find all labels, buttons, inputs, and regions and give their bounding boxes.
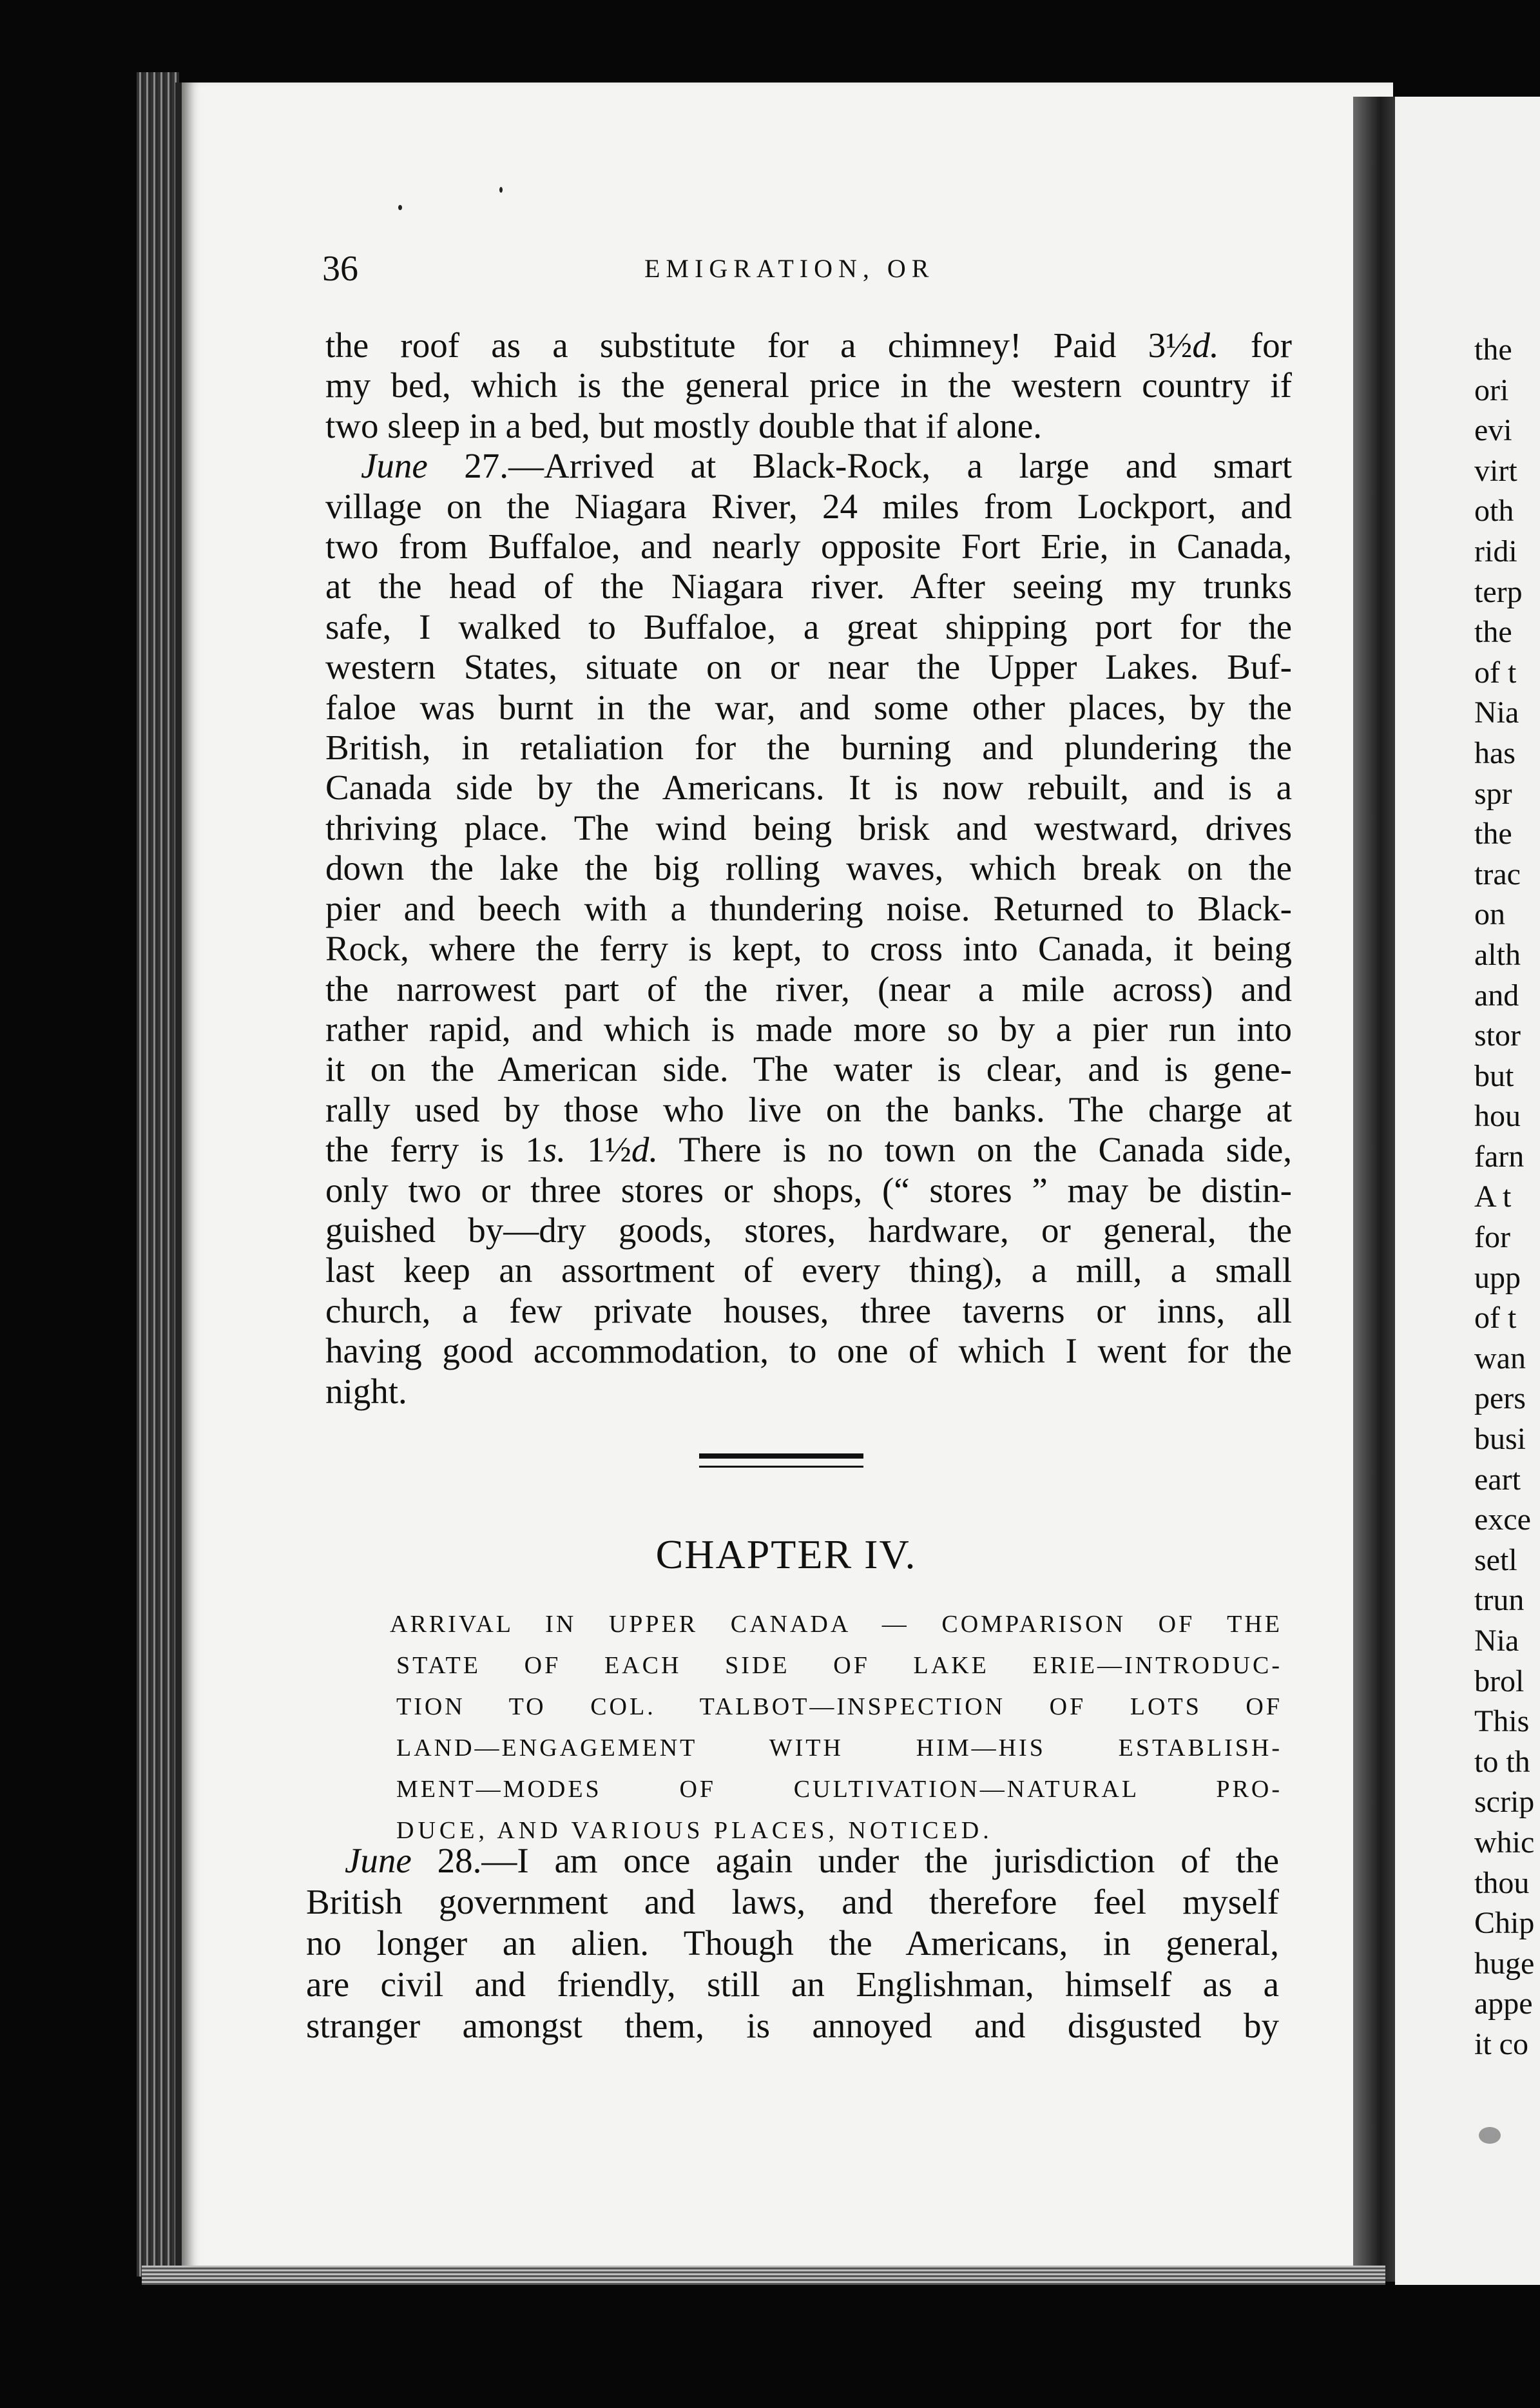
facing-page-fragment: busi [1474, 1422, 1526, 1457]
ink-speck [398, 205, 402, 210]
facing-page-fragment: ori [1474, 373, 1509, 407]
text-line: last keep an assortment of every thing), a mill, a small [325, 1250, 1292, 1290]
facing-page-fragment: ridi [1474, 534, 1517, 568]
text-line: having good accommodation, to one of which I went for the [325, 1331, 1292, 1371]
running-head [322, 248, 1289, 287]
facing-page-fragment: alth [1474, 937, 1521, 972]
facing-page-fragment: A t [1474, 1180, 1512, 1214]
facing-page-fragment: appe [1474, 1986, 1533, 2021]
facing-page-fragment: on [1474, 897, 1505, 932]
facing-page-fragment: brol [1474, 1664, 1525, 1698]
facing-page-fragment: farn [1474, 1139, 1525, 1174]
text-line: it on the American side. The water is clear, and is gene- [325, 1049, 1292, 1089]
facing-page-fragment: the [1474, 333, 1512, 367]
facing-page-fragment: but [1474, 1058, 1514, 1093]
facing-page-fragment: the [1474, 817, 1512, 851]
facing-page-fragment: virt [1474, 453, 1517, 488]
text-line: rally used by those who live on the banks. The charge at [325, 1089, 1292, 1129]
page-number: 36 [322, 249, 358, 289]
text-line: the ferry is 1s. 1½d. There is no town on the Canada side, [325, 1130, 1292, 1170]
facing-page-fragment: setl [1474, 1542, 1517, 1577]
facing-page-fragment: huge [1474, 1946, 1535, 1981]
facing-page-fragment: Nia [1474, 695, 1519, 730]
facing-page-fragment: trun [1474, 1583, 1525, 1618]
facing-page-fragment: terp [1474, 574, 1523, 609]
text-line: the narrowest part of the river, (near a mile across) and [325, 969, 1292, 1009]
facing-page-fragment: whic [1474, 1825, 1535, 1859]
book-edge-bottom [142, 2266, 1385, 2285]
text-line: two sleep in a bed, but mostly double that if alone. [325, 405, 1043, 445]
facing-page-fragment: oth [1474, 494, 1514, 529]
text-line: thriving place. The wind being brisk and westward, drives [325, 808, 1292, 848]
text-line: no longer an alien. Though the Americans, in general, [306, 1923, 1279, 1963]
section-divider [699, 1453, 863, 1468]
facing-page-fragment: This [1474, 1704, 1530, 1739]
summary-line: TION TO COL. TALBOT—INSPECTION OF LOTS OF [396, 1693, 1282, 1720]
facing-page-fragment: thou [1474, 1865, 1530, 1900]
text-line: Rock, where the ferry is kept, to cross into Canada, it being [325, 929, 1292, 969]
facing-page-fragment: of t [1474, 1301, 1517, 1335]
text-line: British government and laws, and therefore feel myself [306, 1882, 1279, 1921]
text-line: rather rapid, and which is made more so by a pier run into [325, 1009, 1292, 1049]
text-line: night. [325, 1371, 407, 1411]
facing-page-fragment: upp [1474, 1260, 1521, 1295]
facing-page-fragment: exce [1474, 1502, 1531, 1537]
facing-page-fragment: scrip [1474, 1785, 1535, 1820]
facing-page-fragment: of t [1474, 655, 1517, 690]
facing-page-fragment: spr [1474, 776, 1512, 811]
facing-page-fragment: wan [1474, 1341, 1526, 1375]
facing-page-fragment: trac [1474, 857, 1521, 891]
text-line: Canada side by the Americans. It is now rebuilt, and is a [325, 768, 1292, 808]
facing-page-fragment: eart [1474, 1462, 1521, 1497]
facing-page-fragment: the [1474, 615, 1512, 650]
text-line: at the head of the Niagara river. After seeing my trunks [325, 567, 1292, 607]
facing-page-fragment: Nia [1474, 1624, 1519, 1658]
text-line: my bed, which is the general price in the western country if [325, 365, 1292, 405]
facing-page-fragment: pers [1474, 1381, 1526, 1416]
facing-page-fragment: for [1474, 1220, 1510, 1255]
text-line: June 28.—I am once again under the jurisdiction of the [345, 1841, 1279, 1880]
summary-line: MENT—MODES OF CULTIVATION—NATURAL PRO- [396, 1776, 1282, 1803]
text-line: western States, situate on or near the Upper Lakes. Buf- [325, 647, 1292, 687]
book-gutter [1353, 97, 1398, 2282]
book-edge-left [137, 72, 179, 2277]
ink-speck [1479, 2127, 1501, 2144]
facing-page-fragment: hou [1474, 1099, 1521, 1134]
text-line: the roof as a substitute for a chimney! Paid 3½d. for [325, 325, 1292, 365]
text-line: safe, I walked to Buffaloe, a great shipping port for the [325, 607, 1292, 646]
text-line: June 27.—Arrived at Black-Rock, a large and smart [361, 446, 1292, 486]
chapter-body-text [306, 1840, 1279, 2046]
text-line: two from Buffaloe, and nearly opposite Fort Erie, in Canada, [325, 527, 1292, 567]
text-line: pier and beech with a thundering noise. Returned to Black- [325, 888, 1292, 928]
text-line: guished by—dry goods, stores, hardware, or general, the [325, 1210, 1292, 1250]
text-line: are civil and friendly, still an Englishman, himself as a [306, 1965, 1279, 2004]
facing-page-text [1474, 330, 1539, 2065]
facing-page-fragment: evi [1474, 413, 1512, 448]
summary-line: STATE OF EACH SIDE OF LAKE ERIE—INTRODUC- [396, 1652, 1282, 1679]
facing-page-fragment: Chip [1474, 1906, 1535, 1941]
text-line: village on the Niagara River, 24 miles from Lockport, and [325, 486, 1292, 526]
facing-page-fragment: has [1474, 735, 1516, 770]
facing-page-fragment: stor [1474, 1018, 1521, 1053]
chapter-title: CHAPTER IV. [655, 1531, 917, 1577]
facing-page-fragment: to th [1474, 1744, 1530, 1779]
running-title: EMIGRATION, OR [644, 254, 935, 283]
text-line: only two or three stores or shops, (“ stores ” may be distin- [325, 1170, 1292, 1210]
summary-line: LAND—ENGAGEMENT WITH HIM—HIS ESTABLISH- [396, 1734, 1282, 1762]
facing-page-fragment: and [1474, 978, 1519, 1013]
text-line: stranger amongst them, is annoyed and disgusted by [306, 2006, 1279, 2045]
text-line: faloe was burnt in the war, and some other places, by the [325, 687, 1292, 727]
text-line: British, in retaliation for the burning and plundering the [325, 728, 1292, 768]
ink-speck [499, 187, 503, 193]
text-line: down the lake the big rolling waves, which break on the [325, 848, 1292, 888]
chapter-summary [390, 1604, 1282, 1851]
facing-page-fragment: it co [1474, 2026, 1528, 2061]
summary-line: ARRIVAL IN UPPER CANADA — COMPARISON OF THE [390, 1611, 1282, 1638]
summary-line: DUCE, AND VARIOUS PLACES, NOTICED. [396, 1817, 993, 1844]
text-line: church, a few private houses, three taverns or inns, all [325, 1290, 1292, 1330]
body-text [325, 325, 1292, 1412]
